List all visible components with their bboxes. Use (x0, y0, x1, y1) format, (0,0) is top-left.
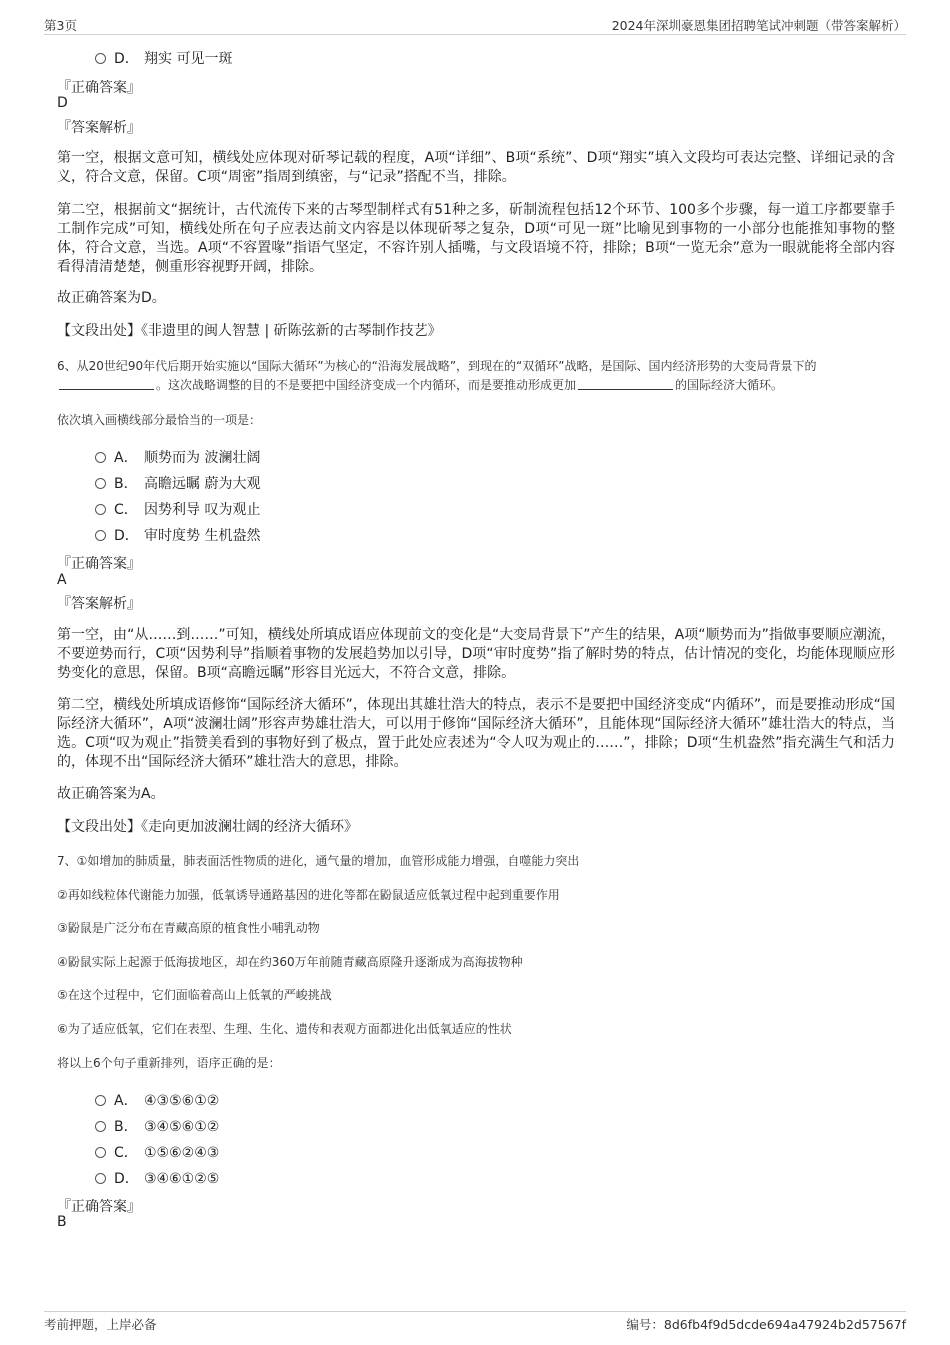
footer-slogan: 考前押题，上岸必备 (44, 1317, 157, 1332)
q6-correct-value: A (57, 572, 67, 588)
q6-correct-label: 『正确答案』 (57, 556, 141, 572)
document-title: 2024年深圳豪恩集团招聘笔试冲刺题（带答案解析） (611, 18, 906, 33)
q7-correct-value: B (57, 1214, 67, 1230)
q7-sentence-6: ⑥为了适应低氧，它们在表型、生理、生化、遗传和表观方面都进化出低氧适应的性状 (57, 1022, 512, 1036)
q6-option-c[interactable]: C． 因势利导 叹为观止 (95, 499, 260, 519)
radio-button[interactable] (95, 504, 106, 515)
q7-sentence-1: 7、①如增加的肺质量，肺表面活性物质的进化，通气量的增加，血管形成能力增强，自噬能力突出 (57, 854, 580, 868)
radio-button[interactable] (95, 1173, 106, 1184)
q7-option-b[interactable]: B． ③④⑤⑥①② (95, 1116, 219, 1136)
page-footer (44, 1311, 906, 1335)
radio-button[interactable] (95, 530, 106, 541)
radio-button[interactable] (95, 1121, 106, 1132)
q7-sentence-5: ⑤在这个过程中，它们面临着高山上低氧的严峻挑战 (57, 988, 332, 1002)
q5-correct-value: D (57, 95, 68, 111)
q7-sentence-3: ③鼢鼠是广泛分布在青藏高原的植食性小哺乳动物 (57, 921, 320, 935)
q6-prompt: 依次填入画横线部分最恰当的一项是： (57, 413, 262, 427)
q7-option-d[interactable]: D． ③④⑥①②⑤ (95, 1168, 219, 1188)
q6-question-text: 6、从20世纪90年代后期开始实施以“国际大循环”为核心的“沿海发展战略”，到现在的“双循环”战略，是国际、国内经济形势的大变局背景下的。这次战略调整的目的不是要把中国经济变成一个内循环，而是要推动形成更加 的国际经济大循环。 (57, 359, 817, 392)
q5-analysis-para-1: 第一空，根据文意可知，横线处应体现对斫琴记载的程度，A项“详细”、B项“系统”、D项“翔实”填入文段均可表达完整、详细记录的含义，符合文意，保留。C项“周密”指周到缜密，与“记录”搭配不当，排除。 (57, 150, 895, 185)
q6-option-a[interactable]: A． 顺势而为 波澜壮阔 (95, 447, 260, 467)
q7-sentence-4: ④鼢鼠实际上起源于低海拔地区，却在约360万年前随青藏高原隆升逐渐成为高海拔物种 (57, 955, 523, 969)
radio-button[interactable] (95, 53, 106, 64)
page-number: 第3页 (44, 18, 77, 33)
q5-analysis-para-2: 第二空，根据前文“据统计，古代流传下来的古琴型制样式有51种之多，斫制流程包括12个环节、100多个步骤，每一道工序都要靠手工制作完成”可知，横线处所在句子应表达前文内容是以体现斫琴之复杂，D项“可见一斑”比喻见到事物的一小部分也能推知事物的整体，符合文意，当选。A项“不容置喙”指语气坚定，不容许别人插嘴，与文段语境不符，排除；B项“一览无余”意为一眼就能将全部内容看得清清楚楚，侧重形容视野开阔，排除。 (57, 202, 895, 275)
q7-correct-label: 『正确答案』 (57, 1199, 141, 1215)
q6-analysis-para-2: 第二空，横线处所填成语修饰“国际经济大循环”，体现出其雄壮浩大的特点，表示不是要把中国经济变成“内循环”，而是要推动形成“国际经济大循环”，A项“波澜壮阔”形容声势雄壮浩大，可以用于修饰“国际经济大循环”，且能体现“国际经济大循环”雄壮浩大的特点，当选。C项“叹为观止”指赞美看到的事物好到了极点，置于此处应表述为“令人叹为观止的……”，排除；D项“生机盎然”指充满生气和活力的，体现不出“国际经济大循环”雄壮浩大的意思，排除。 (57, 697, 895, 770)
radio-button[interactable] (95, 478, 106, 489)
q5-conclusion: 故正确答案为D。 (57, 290, 166, 306)
q6-analysis-para-1: 第一空，由“从……到……”可知，横线处所填成语应体现前文的变化是“大变局背景下”产生的结果，A项“顺势而为”指做事要顺应潮流，不要逆势而行，C项“因势利导”指顺着事物的发展趋势加以引导，D项“审时度势”指了解时势的特点，估计情况的变化，均能体现顺应形势变化的意思，保留。B项“高瞻远瞩”形容目光远大，不符合文意，排除。 (57, 627, 895, 681)
q6-conclusion: 故正确答案为A。 (57, 786, 165, 802)
q6-source: 【文段出处】《走向更加波澜壮阔的经济大循环》 (57, 819, 358, 835)
page-header (44, 16, 906, 35)
q6-analysis-label: 『答案解析』 (57, 596, 141, 612)
radio-button[interactable] (95, 452, 106, 463)
q6-option-b[interactable]: B． 高瞻远瞩 蔚为大观 (95, 473, 260, 493)
q5-option-d[interactable]: D． 翔实 可见一斑 (95, 48, 232, 68)
q5-analysis-label: 『答案解析』 (57, 120, 141, 136)
q7-option-a[interactable]: A． ④③⑤⑥①② (95, 1090, 219, 1110)
radio-button[interactable] (95, 1095, 106, 1106)
q5-correct-label: 『正确答案』 (57, 80, 141, 96)
q5-source: 【文段出处】《非遗里的闽人智慧 | 斫陈弦新的古琴制作技艺》 (57, 323, 442, 339)
q7-sentence-2: ②再如线粒体代谢能力加强，低氧诱导通路基因的进化等都在鼢鼠适应低氧过程中起到重要作用 (57, 888, 560, 902)
fill-blank-1 (59, 377, 154, 390)
document-code: 编号：8d6fb4f9d5dcde694a47924b2d57567f (626, 1317, 906, 1332)
q6-option-d[interactable]: D． 审时度势 生机盎然 (95, 525, 260, 545)
q7-prompt: 将以上6个句子重新排列，语序正确的是： (57, 1056, 281, 1070)
fill-blank-2 (578, 377, 673, 390)
radio-button[interactable] (95, 1147, 106, 1158)
q7-option-c[interactable]: C． ①⑤⑥②④③ (95, 1142, 219, 1162)
